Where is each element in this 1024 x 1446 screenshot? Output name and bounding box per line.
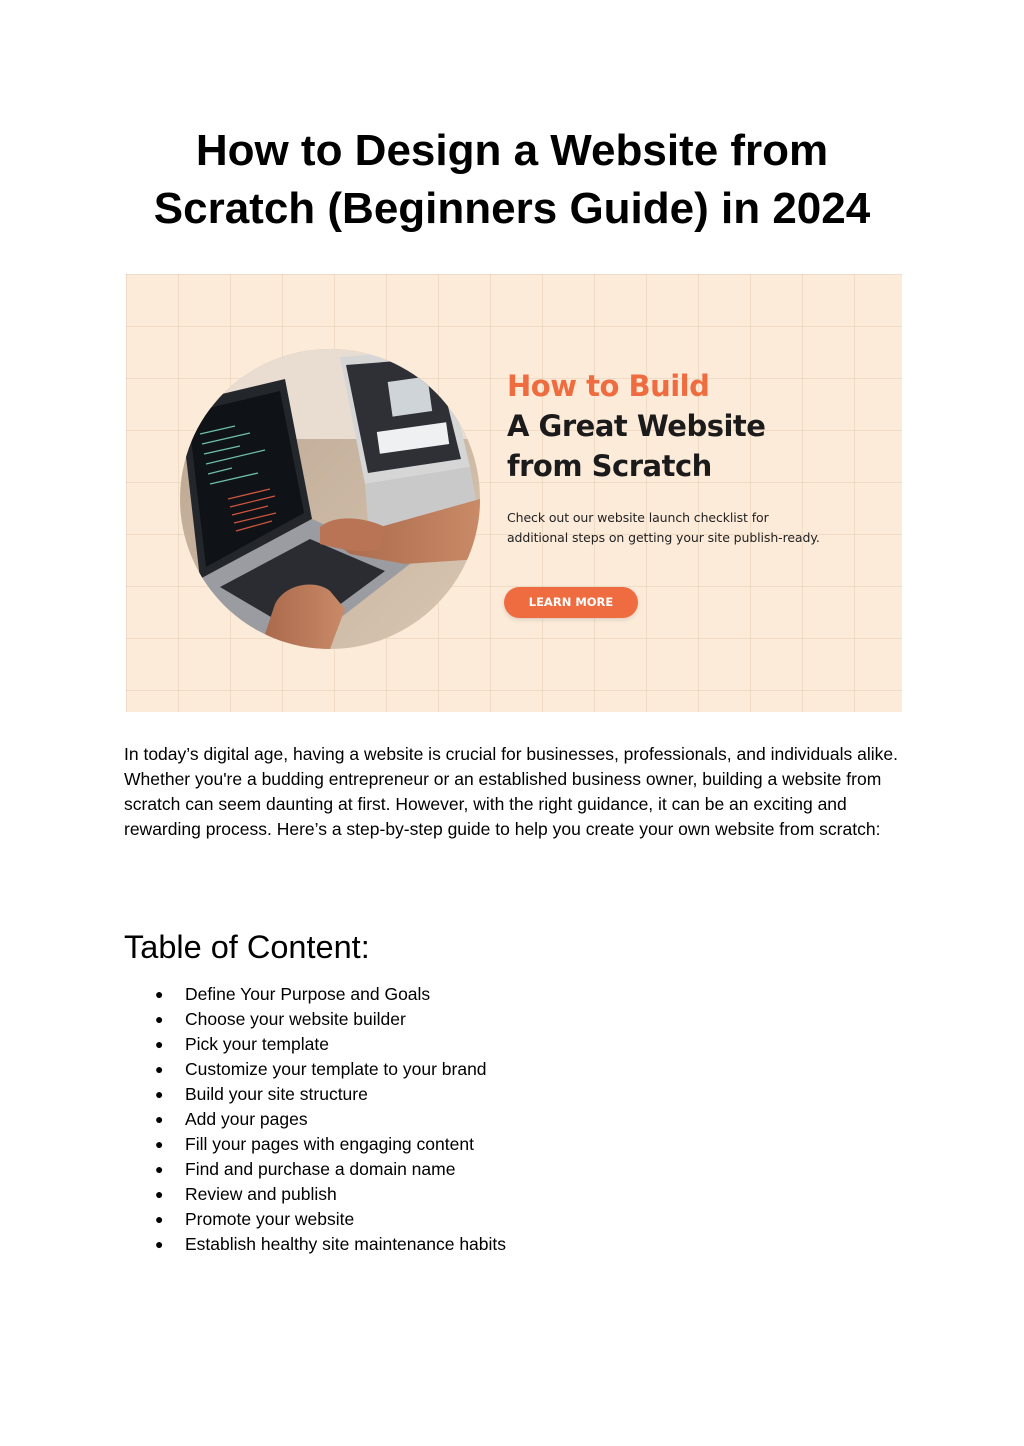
bullet-icon: ● [155, 1211, 164, 1227]
toc-item-label: Find and purchase a domain name [185, 1159, 456, 1179]
hero-description-line-1: Check out our website launch checklist for [507, 510, 769, 525]
hero-description [507, 508, 887, 548]
bullet-icon: ● [155, 1061, 164, 1077]
bullet-icon: ● [155, 1011, 164, 1027]
toc-item [124, 1182, 824, 1207]
toc-item [124, 1157, 824, 1182]
bullet-icon: ● [155, 1136, 164, 1152]
toc-item [124, 1082, 824, 1107]
page-title [100, 122, 924, 238]
toc-item-label: Fill your pages with engaging content [185, 1134, 474, 1154]
toc-item [124, 1132, 824, 1157]
page-title-line-2: Scratch (Beginners Guide) in 2024 [153, 184, 871, 233]
intro-paragraph: In today’s digital age, having a website is crucial for businesses, professionals, and individuals alike. Whether you're a budding entrepreneur or an established business owner, building a website from scratch can seem daunting at first. However, with the right guidance, it can be an exciting and rewarding process. Here’s a step-by-step guide to help you create your own website from scratch: [124, 744, 898, 839]
toc-heading: Table of Content: [124, 929, 370, 965]
toc-item [124, 1207, 824, 1232]
bullet-icon: ● [155, 1236, 164, 1252]
toc-item-label: Pick your template [185, 1034, 329, 1054]
toc-item-label: Review and publish [185, 1184, 337, 1204]
toc-item-label: Add your pages [185, 1109, 308, 1129]
toc-item [124, 1232, 824, 1257]
toc-item [124, 1057, 824, 1082]
toc-item-label: Build your site structure [185, 1084, 368, 1104]
laptop-photo-icon [180, 349, 480, 649]
toc-item [124, 1007, 824, 1032]
toc-item [124, 982, 824, 1007]
bullet-icon: ● [155, 1161, 164, 1177]
toc-list [124, 982, 824, 1257]
page-title-line-1: How to Design a Website from [195, 126, 829, 175]
bullet-icon: ● [155, 1111, 164, 1127]
hero-description-line-2: additional steps on getting your site publish-ready. [507, 530, 820, 545]
toc-item-label: Define Your Purpose and Goals [185, 984, 431, 1004]
toc-item-label: Promote your website [185, 1209, 355, 1229]
learn-more-button[interactable]: LEARN MORE [504, 587, 638, 618]
bullet-icon: ● [155, 1086, 164, 1102]
toc-item-label: Choose your website builder [185, 1009, 406, 1029]
hero-banner [126, 274, 902, 712]
bullet-icon: ● [155, 1186, 164, 1202]
toc-item-label: Establish healthy site maintenance habits [185, 1234, 507, 1254]
hero-heading-line-3: from Scratch [507, 449, 712, 483]
hero-heading-accent: How to Build [507, 369, 710, 403]
toc-item-label: Customize your template to your brand [185, 1059, 487, 1079]
hero-heading [507, 366, 887, 486]
toc-item [124, 1107, 824, 1132]
bullet-icon: ● [155, 986, 164, 1002]
toc-item [124, 1032, 824, 1057]
hero-heading-line-2: A Great Website [507, 409, 766, 443]
bullet-icon: ● [155, 1036, 164, 1052]
